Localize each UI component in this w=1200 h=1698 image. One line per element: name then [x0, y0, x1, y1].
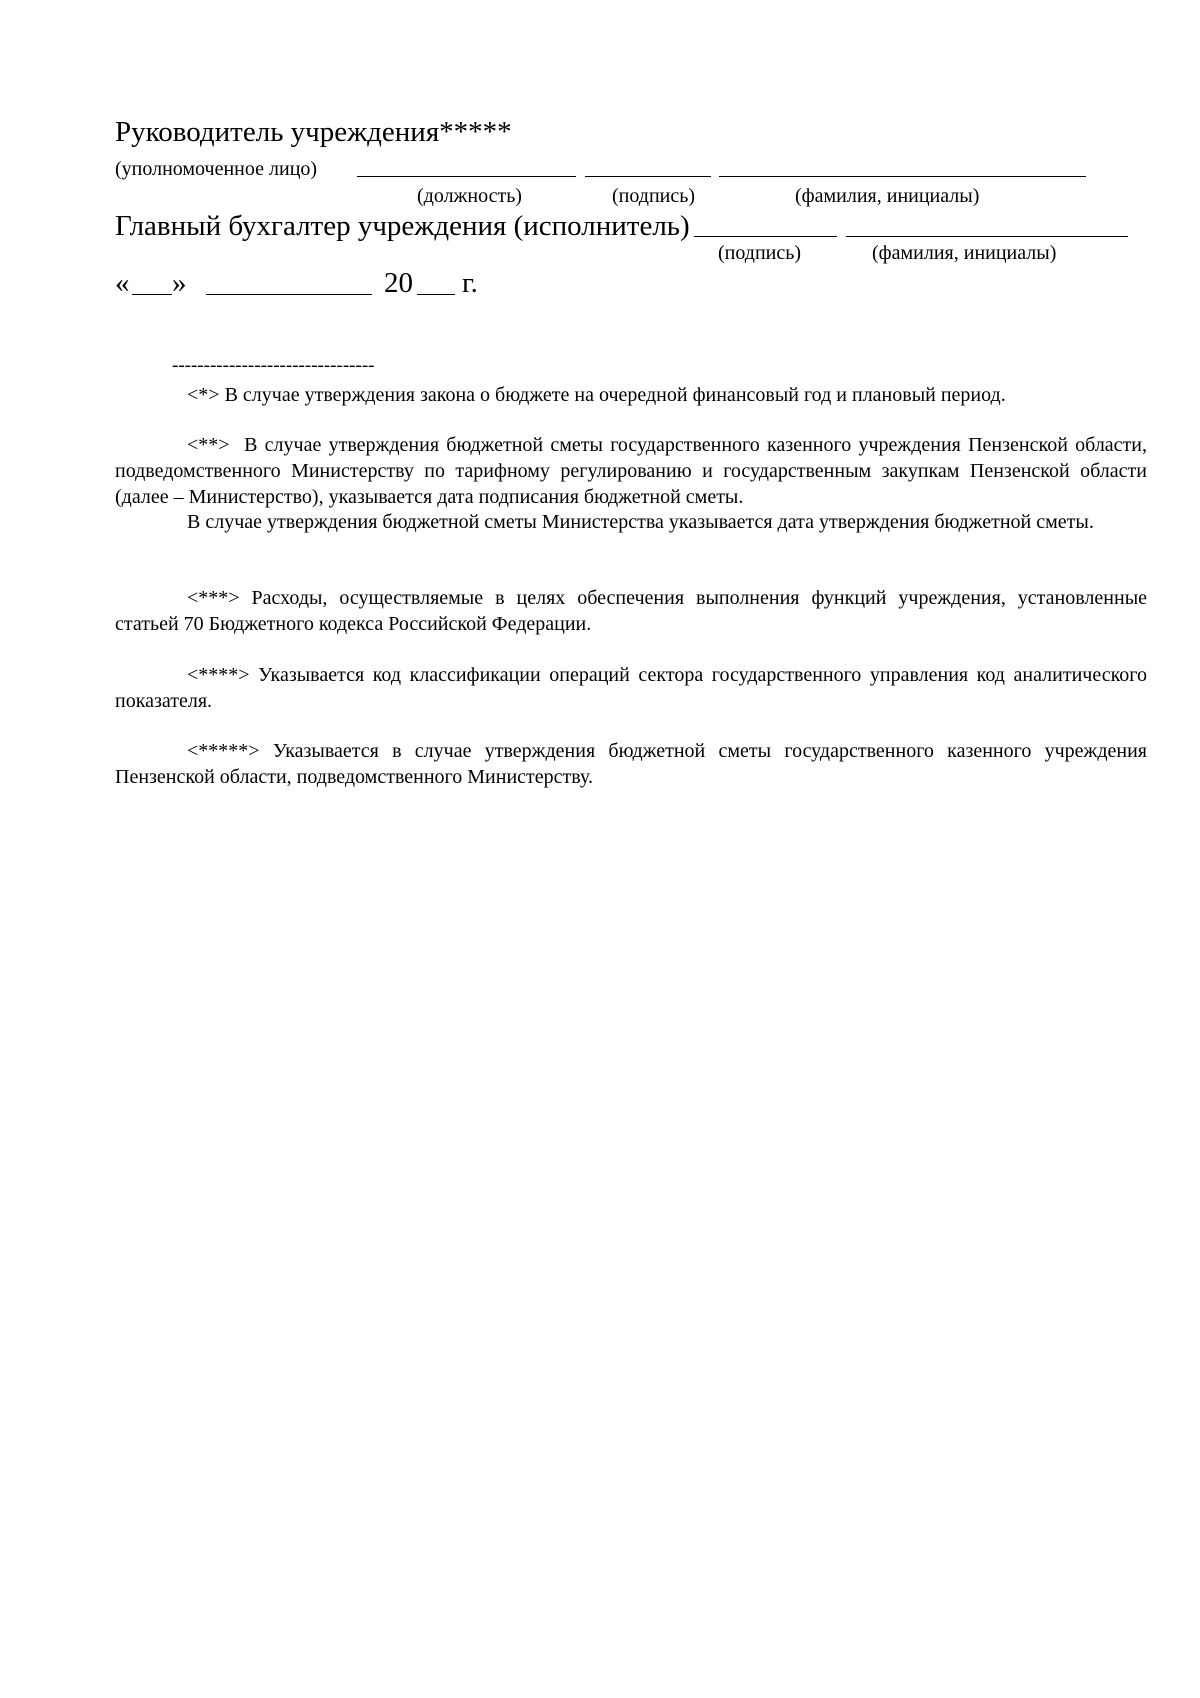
footnote-4-marker: <****> — [187, 664, 250, 686]
footnote-1-marker: <*> — [187, 384, 220, 406]
footnote-5 — [115, 738, 1147, 790]
footnote-1 — [115, 382, 1147, 408]
footnote-2-marker: <**> — [187, 434, 230, 456]
date-year-prefix: 20 — [384, 267, 413, 299]
date-month-line — [206, 294, 372, 295]
caption-name-2: (фамилия, инициалы) — [872, 242, 1057, 264]
chief-accountant-label: Главный бухгалтер учреждения (исполнитель) — [115, 210, 690, 242]
footnote-5-text: Указывается в случае утверждения бюджетной сметы государственного казенного учреждения Пензенской области, подведомственного Министерству. — [115, 740, 1148, 788]
footnote-5-marker: <*****> — [187, 740, 260, 762]
caption-signature-2: (подпись) — [718, 242, 802, 264]
name-line — [719, 176, 1086, 177]
footnote-3 — [115, 585, 1147, 637]
date-close-quote: » — [172, 267, 187, 299]
footnote-separator: -------------------------------- — [172, 355, 375, 376]
footnote-3-text: Расходы, осуществляемые в целях обеспечения выполнения функций учреждения, установленные статьей 70 Бюджетного кодекса Российской Федерации. — [115, 587, 1148, 635]
date-year-suffix: г. — [462, 267, 478, 299]
caption-position: (должность) — [417, 185, 522, 207]
footnote-1-text: В случае утверждения закона о бюджете на очередной финансовый год и плановый период. — [224, 384, 1006, 406]
footnote-2-text: В случае утверждения бюджетной сметы государственного казенного учреждения Пензенской области, подведомственного Министерству по тарифному регулированию и государственным закупкам Пензенской области (далее – Министерство), указывается дата подписания бюджетной сметы. — [115, 434, 1148, 508]
caption-name: (фамилия, инициалы) — [795, 185, 980, 207]
signature-line — [585, 176, 711, 177]
footnote-4 — [115, 662, 1147, 714]
footnote-2-continuation — [115, 509, 1147, 535]
head-title: Руководитель учреждения***** — [115, 116, 512, 148]
footnote-3-marker: <***> — [187, 587, 240, 609]
authorized-person-label: (уполномоченное лицо) — [115, 158, 318, 180]
position-line — [357, 176, 576, 177]
caption-signature: (подпись) — [612, 185, 696, 207]
footnote-4-text: Указывается код классификации операций сектора государственного управления код аналитического показателя. — [115, 664, 1148, 712]
date-day-line — [132, 294, 172, 295]
footnote-2 — [115, 432, 1147, 510]
accountant-signature-line — [694, 236, 837, 237]
accountant-name-line — [846, 236, 1128, 237]
date-year-line — [417, 294, 455, 295]
footnote-2-text-2: В случае утверждения бюджетной сметы Министерства указывается дата утверждения бюджетной сметы. — [187, 511, 1094, 533]
date-open-quote: « — [115, 267, 130, 299]
